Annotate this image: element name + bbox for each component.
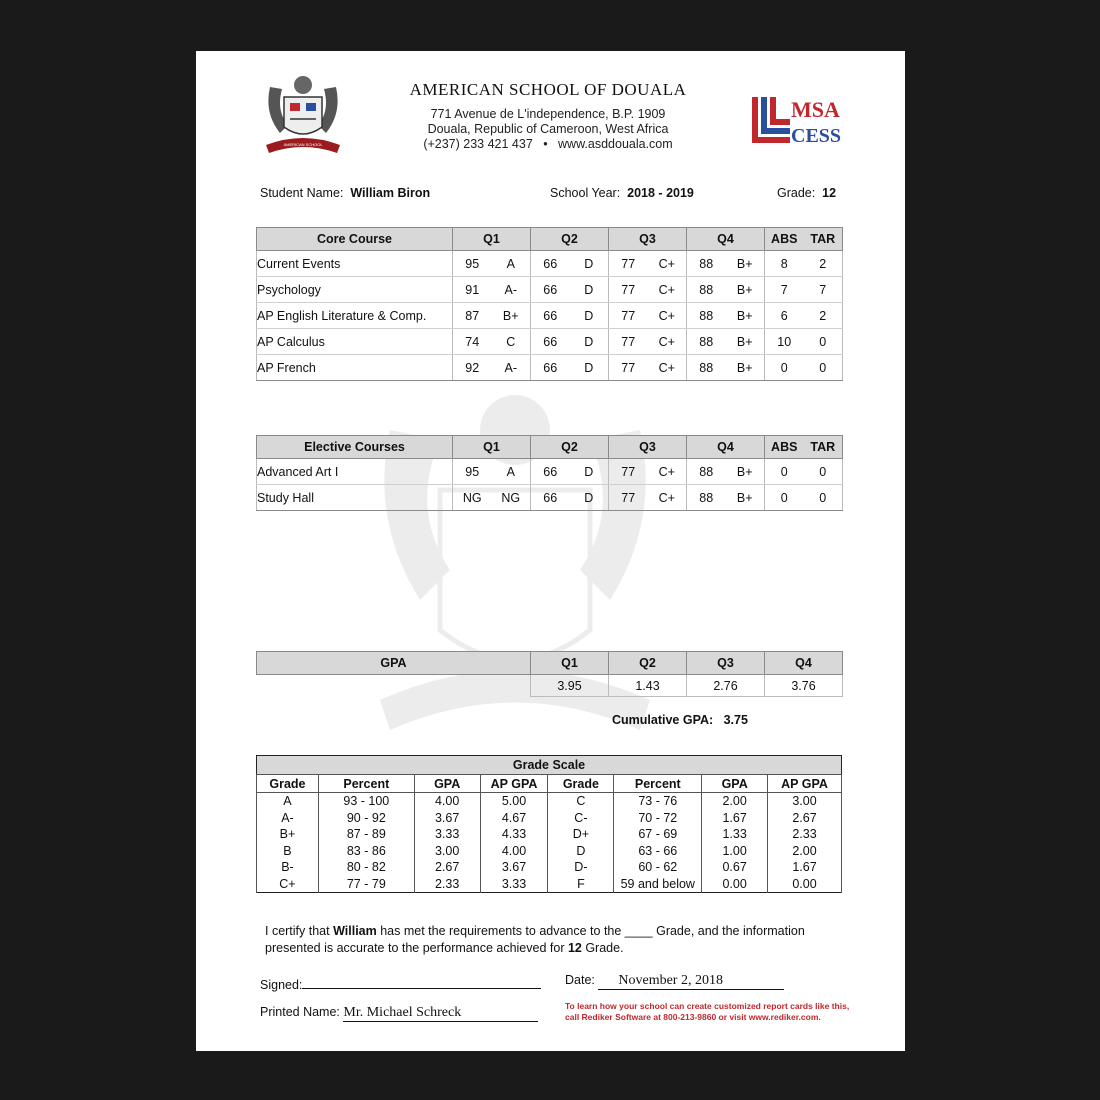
scale-row [257,843,842,860]
scale-cell: 3.33 [414,826,480,843]
q1-score: 91 [465,282,480,297]
school-phone: (+237) 233 421 437 [423,137,533,151]
scale-cell: D [548,843,614,860]
q4-score: 88 [699,282,714,297]
separator-dot: • [543,137,548,151]
q4-grade-cell [687,355,765,381]
scale-cell: 3.00 [768,793,842,810]
scale-column-header: Percent [318,775,414,793]
scale-cell: 2.00 [702,793,768,810]
scale-cell: 93 - 100 [318,793,414,810]
printed-name-field [260,1005,538,1022]
q2-letter: D [584,334,594,349]
course-row [257,329,843,355]
scale-cell: 4.33 [480,826,548,843]
abs-tar-cell [765,277,843,303]
scale-cell: C [548,793,614,810]
q2-letter: D [584,308,594,323]
scale-cell: 2.67 [768,810,842,827]
scale-cell: 77 - 79 [318,876,414,893]
scale-cell: 2.33 [768,826,842,843]
scale-cell: B [257,843,319,860]
q3-score: 77 [621,360,636,375]
q1-header: Q1 [453,436,531,459]
q1-grade-cell [453,485,531,511]
scale-column-header: GPA [414,775,480,793]
q2-score: 66 [543,282,558,297]
scale-cell: 73 - 76 [614,793,702,810]
scale-cell: 1.67 [768,859,842,876]
course-row [257,459,843,485]
q3-score: 77 [621,464,636,479]
q4-score: 88 [699,334,714,349]
abs-tar-cell [765,459,843,485]
printed-name-value[interactable]: Mr. Michael Schreck [343,1005,538,1022]
scale-cell: 3.33 [480,876,548,893]
scale-cell: 2.67 [414,859,480,876]
q2-letter: D [584,282,594,297]
q2-grade-cell [531,251,609,277]
q3-letter: C+ [658,464,675,479]
course-name: AP Calculus [257,329,453,355]
abs-tar-header [765,436,843,459]
gpa-q1-header: Q1 [531,652,609,675]
q1-score: 92 [465,360,480,375]
q3-grade-cell [609,303,687,329]
scale-cell: D+ [548,826,614,843]
scale-cell: 60 - 62 [614,859,702,876]
scale-cell: 0.67 [702,859,768,876]
scale-cell: 0.00 [768,876,842,893]
scale-cell: 4.00 [414,793,480,810]
q4-score: 88 [699,360,714,375]
scale-column-header: Grade [257,775,319,793]
q4-score: 88 [699,464,714,479]
elective-table-header [257,436,843,459]
course-name: Advanced Art I [257,459,453,485]
q4-header: Q4 [687,228,765,251]
certify-text-3: presented is accurate to the performance achieved for [265,941,568,955]
rediker-promo-text [565,1001,855,1023]
gpa-q2-value: 1.43 [609,675,687,697]
q1-grade-cell [453,329,531,355]
q3-grade-cell [609,485,687,511]
grade-scale-header-row [257,775,842,793]
q4-score: 88 [699,308,714,323]
core-table-header [257,228,843,251]
cumulative-gpa-label: Cumulative GPA: [612,713,714,727]
q1-letter: NG [501,490,521,505]
msa-text: MSA [791,97,840,122]
scale-column-header: Grade [548,775,614,793]
abs-tar-cell [765,355,843,381]
school-crest-logo [262,73,344,159]
q4-letter: B+ [736,308,753,323]
scale-column-header: GPA [702,775,768,793]
scale-cell: 3.00 [414,843,480,860]
gpa-header: GPA [257,652,531,675]
course-row [257,485,843,511]
q2-grade-cell [531,303,609,329]
q4-letter: B+ [736,282,753,297]
q3-grade-cell [609,355,687,381]
grade-scale-table [256,755,842,893]
q1-letter: A [506,256,515,271]
tardies: 7 [819,282,827,297]
q4-score: 88 [699,256,714,271]
q1-letter: B+ [502,308,519,323]
cumulative-gpa-value: 3.75 [723,713,748,727]
signed-label: Signed: [260,978,303,992]
scale-cell: 59 and below [614,876,702,893]
crest-banner-text: AMERICAN SCHOOL [283,142,323,147]
scale-cell: 83 - 86 [318,843,414,860]
gpa-q3-value: 2.76 [687,675,765,697]
q4-grade-cell [687,485,765,511]
q3-grade-cell [609,459,687,485]
q4-score: 88 [699,490,714,505]
scale-column-header: Percent [614,775,702,793]
gpa-table [256,651,843,697]
scale-cell: 1.33 [702,826,768,843]
scale-cell: C+ [257,876,319,893]
date-field [565,973,784,990]
q1-score: NG [462,490,482,505]
abs-tar-header [765,228,843,251]
tar-header: TAR [810,440,836,454]
abs-tar-cell [765,329,843,355]
tar-header: TAR [810,232,836,246]
printed-name-label: Printed Name: [260,1005,340,1019]
cess-text: CESS [791,125,842,145]
q2-grade-cell [531,459,609,485]
school-contact-line [350,137,746,151]
q2-score: 66 [543,308,558,323]
scale-cell: 3.67 [414,810,480,827]
course-row [257,303,843,329]
core-course-header: Core Course [257,228,453,251]
scale-cell: 63 - 66 [614,843,702,860]
scale-cell: 80 - 82 [318,859,414,876]
promo-line-2: call Rediker Software at 800-213-9860 or visit www.rediker.com. [565,1012,821,1022]
q4-letter: B+ [736,360,753,375]
q4-grade-cell [687,277,765,303]
q2-grade-cell [531,277,609,303]
q1-grade-cell [453,251,531,277]
elective-course-table [256,435,843,511]
absences: 7 [780,282,788,297]
student-name-label: Student Name: [260,186,344,200]
q1-letter: A [506,464,515,479]
scale-cell: 5.00 [480,793,548,810]
course-name: AP English Literature & Comp. [257,303,453,329]
q2-header: Q2 [531,228,609,251]
tardies: 0 [819,360,827,375]
school-website-link[interactable]: www.asddouala.com [558,137,673,151]
q4-letter: B+ [736,490,753,505]
scale-cell: C- [548,810,614,827]
gpa-q1-value: 3.95 [531,675,609,697]
grade-scale-title: Grade Scale [257,756,842,775]
q2-score: 66 [543,490,558,505]
course-name: Psychology [257,277,453,303]
q3-grade-cell [609,251,687,277]
q1-grade-cell [453,303,531,329]
absences: 0 [780,490,788,505]
certify-grade: 12 [567,941,582,955]
q1-score: 95 [465,464,480,479]
scale-cell: F [548,876,614,893]
certify-text-1: I certify that [265,924,334,938]
q2-score: 66 [543,256,558,271]
q1-letter: A- [504,360,517,375]
crest-watermark [350,370,680,770]
core-course-table [256,227,843,381]
signed-field [260,976,541,992]
q4-letter: B+ [736,334,753,349]
course-name: Study Hall [257,485,453,511]
abs-tar-cell [765,485,843,511]
gpa-q4-header: Q4 [765,652,843,675]
school-year-value: 2018 - 2019 [627,186,694,200]
tardies: 0 [819,490,827,505]
school-year-field [550,186,694,200]
grade-value: 12 [822,186,837,200]
abs-tar-cell [765,251,843,277]
q1-grade-cell [453,459,531,485]
certify-student-name: William [333,924,377,938]
scale-row [257,876,842,893]
certify-text-2: has met the requirements to advance to the ____ Grade, and the information [376,924,805,938]
q3-score: 77 [621,308,636,323]
q3-score: 77 [621,256,636,271]
grade-field [777,186,836,200]
certification-statement [265,923,845,957]
student-name-value: William Biron [350,186,431,200]
grade-label: Grade: [777,186,816,200]
gpa-q3-header: Q3 [687,652,765,675]
q1-letter: A- [504,282,517,297]
scale-cell: 0.00 [702,876,768,893]
q3-letter: C+ [658,282,675,297]
tardies: 0 [819,334,827,349]
absences: 8 [780,256,788,271]
q4-grade-cell [687,329,765,355]
q3-grade-cell [609,277,687,303]
scale-cell: B- [257,859,319,876]
course-name: Current Events [257,251,453,277]
q1-grade-cell [453,355,531,381]
gpa-header-row [257,652,843,675]
scale-cell: 4.67 [480,810,548,827]
school-address-line-2: Douala, Republic of Cameroon, West Africa [427,122,669,136]
scale-row [257,810,842,827]
scale-cell: 3.67 [480,859,548,876]
q1-score: 74 [465,334,480,349]
tardies: 0 [819,464,827,479]
q3-letter: C+ [658,490,675,505]
scale-row [257,826,842,843]
school-address-line-1: 771 Avenue de L'independence, B.P. 1909 [430,107,666,121]
scale-column-header: AP GPA [480,775,548,793]
scale-cell: B+ [257,826,319,843]
q4-letter: B+ [736,256,753,271]
signature-line[interactable] [302,976,541,989]
gpa-q4-value: 3.76 [765,675,843,697]
q3-score: 77 [621,282,636,297]
scale-cell: A [257,793,319,810]
q2-header: Q2 [531,436,609,459]
course-row [257,277,843,303]
q4-grade-cell [687,459,765,485]
q2-score: 66 [543,360,558,375]
q2-letter: D [584,490,594,505]
q4-letter: B+ [736,464,753,479]
course-row [257,251,843,277]
q2-score: 66 [543,334,558,349]
q3-grade-cell [609,329,687,355]
scale-cell: 87 - 89 [318,826,414,843]
q4-header: Q4 [687,436,765,459]
q2-score: 66 [543,464,558,479]
promo-line-1: To learn how your school can create customized report cards like this, [565,1001,850,1011]
q1-score: 87 [465,308,480,323]
certify-text-4: Grade. [581,941,624,955]
cumulative-gpa [612,713,748,727]
course-row [257,355,843,381]
date-label: Date: [565,973,595,987]
tardies: 2 [819,256,827,271]
scale-row [257,793,842,810]
scale-cell: 90 - 92 [318,810,414,827]
q3-letter: C+ [658,256,675,271]
elective-course-header: Elective Courses [257,436,453,459]
scale-cell: 67 - 69 [614,826,702,843]
gpa-values-row [257,675,843,697]
q3-header: Q3 [609,436,687,459]
scale-cell: 70 - 72 [614,810,702,827]
q3-letter: C+ [658,308,675,323]
q2-letter: D [584,464,594,479]
q1-header: Q1 [453,228,531,251]
q3-score: 77 [621,334,636,349]
school-year-label: School Year: [550,186,621,200]
scale-cell: A- [257,810,319,827]
scale-cell: 1.67 [702,810,768,827]
q1-letter: C [506,334,516,349]
q3-score: 77 [621,490,636,505]
q2-grade-cell [531,355,609,381]
msa-cess-logo [750,95,842,145]
q4-grade-cell [687,303,765,329]
tardies: 2 [819,308,827,323]
q1-score: 95 [465,256,480,271]
gpa-spacer [257,675,531,697]
q2-grade-cell [531,485,609,511]
q4-grade-cell [687,251,765,277]
course-name: AP French [257,355,453,381]
abs-header: ABS [771,232,798,246]
q3-letter: C+ [658,334,675,349]
scale-cell: 2.00 [768,843,842,860]
scale-row [257,859,842,876]
q2-letter: D [584,360,594,375]
absences: 0 [780,360,788,375]
date-value[interactable]: November 2, 2018 [598,973,784,990]
school-name: AMERICAN SCHOOL OF DOUALA [409,80,687,99]
absences: 0 [780,464,788,479]
scale-cell: D- [548,859,614,876]
absences: 6 [780,308,788,323]
scale-cell: 2.33 [414,876,480,893]
q1-grade-cell [453,277,531,303]
gpa-q2-header: Q2 [609,652,687,675]
abs-header: ABS [771,440,798,454]
q3-header: Q3 [609,228,687,251]
abs-tar-cell [765,303,843,329]
q3-letter: C+ [658,360,675,375]
q2-grade-cell [531,329,609,355]
scale-column-header: AP GPA [768,775,842,793]
scale-cell: 4.00 [480,843,548,860]
absences: 10 [777,334,792,349]
q2-letter: D [584,256,594,271]
student-name-field [260,186,430,200]
scale-cell: 1.00 [702,843,768,860]
